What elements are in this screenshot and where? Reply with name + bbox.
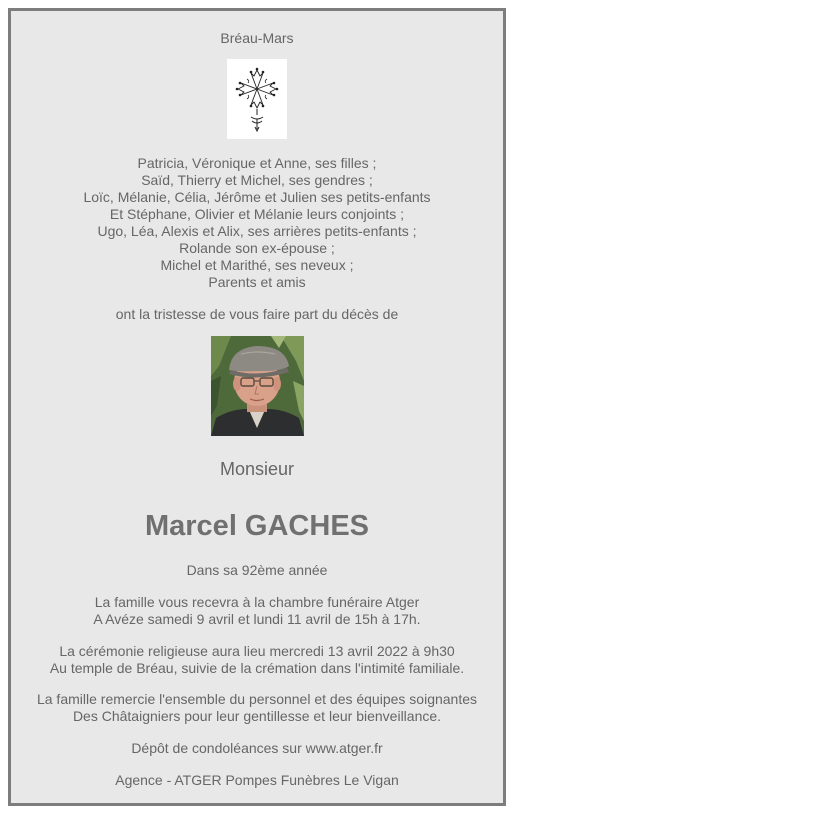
thanks-line: La famille remercie l'ensemble du personnel et des équipes soignantes xyxy=(36,691,478,707)
visitation-info xyxy=(11,594,503,628)
thanks-line: Des Châtaigniers pour leur gentillesse et leur bienveillance. xyxy=(72,708,442,724)
family-line: Parents et amis xyxy=(208,274,306,290)
visitation-line: La famille vous recevra à la chambre funéraire Atger xyxy=(94,594,420,610)
family-line: Michel et Marithé, ses neveux ; xyxy=(160,257,354,273)
deceased-name: Marcel GACHES xyxy=(144,510,369,542)
agency-text: Agence - ATGER Pompes Funèbres Le Vigan xyxy=(115,772,399,788)
ceremony-line: Au temple de Bréau, suivie de la crémation dans l'intimité familiale. xyxy=(49,660,465,676)
thanks-info xyxy=(11,691,503,725)
family-line: Loïc, Mélanie, Célia, Jérôme et Julien ses petits-enfants xyxy=(83,189,431,205)
huguenot-cross-icon xyxy=(227,59,287,139)
ceremony-line: La cérémonie religieuse aura lieu mercredi 13 avril 2022 à 9h30 xyxy=(59,643,455,659)
portrait-photo xyxy=(211,336,304,436)
deceased-title: Monsieur xyxy=(219,459,295,479)
place-name: Bréau-Mars xyxy=(220,30,294,46)
family-line: Saïd, Thierry et Michel, ses gendres ; xyxy=(141,172,373,188)
obituary-card xyxy=(8,8,506,806)
family-line: Patricia, Véronique et Anne, ses filles ; xyxy=(137,155,377,171)
family-line: Ugo, Léa, Alexis et Alix, ses arrières petits-enfants ; xyxy=(97,223,417,239)
deceased-age: Dans sa 92ème année xyxy=(186,562,328,578)
condolences-text: Dépôt de condoléances sur www.atger.fr xyxy=(131,740,383,756)
visitation-line: A Avéze samedi 9 avril et lundi 11 avril de 15h à 17h. xyxy=(93,611,421,627)
family-line: Et Stéphane, Olivier et Mélanie leurs conjoints ; xyxy=(109,206,405,222)
announcement-text: ont la tristesse de vous faire part du décès de xyxy=(115,306,399,322)
family-list xyxy=(11,155,503,291)
family-line: Rolande son ex-épouse ; xyxy=(179,240,335,256)
ceremony-info xyxy=(11,643,503,677)
